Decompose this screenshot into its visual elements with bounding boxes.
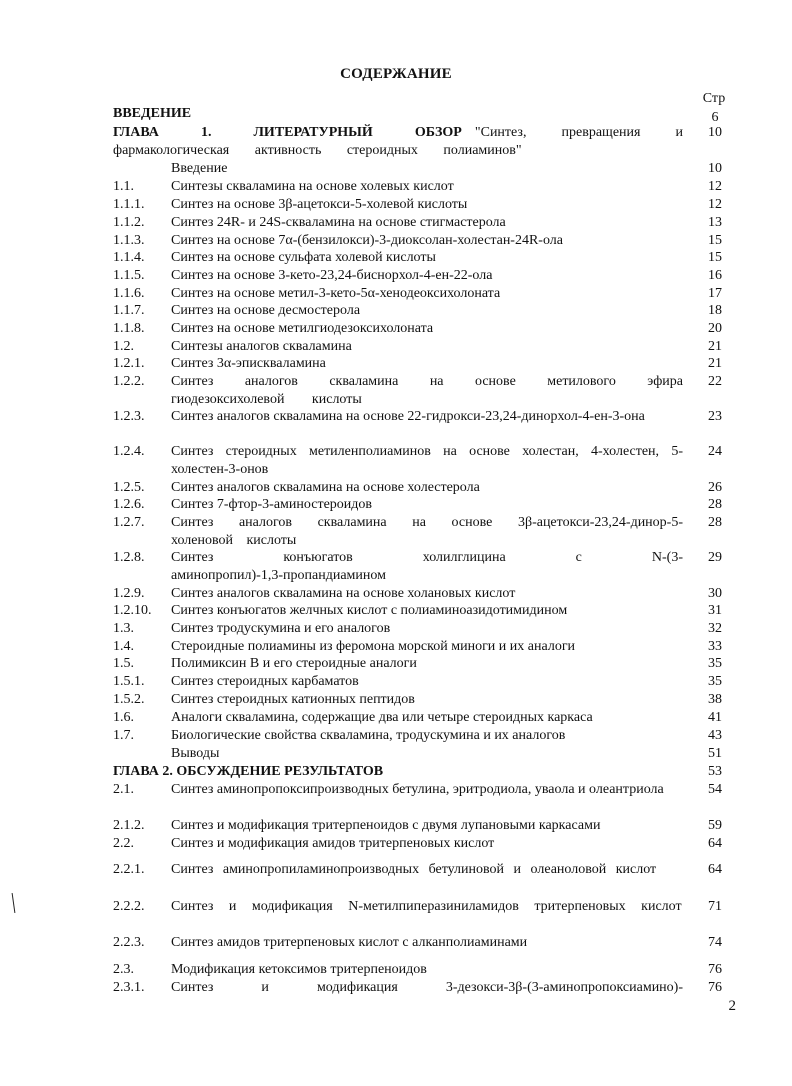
toc-entry-text: Синтез 24R- и 24S-скваламина на основе стигмастерола (171, 215, 506, 230)
toc-entry-page: 12 (708, 197, 722, 212)
page-title: СОДЕРЖАНИЕ (340, 66, 452, 82)
toc-entry-text: Синтез 3α-эпискваламина (171, 356, 326, 371)
toc-entry-number: 1.5.1. (113, 674, 145, 689)
toc-entry-text: Синтез стероидных карбаматов (171, 674, 359, 689)
toc-entry-number: 1.1.1. (113, 197, 145, 212)
toc-entry-text: Синтез на основе десмостерола (171, 303, 361, 318)
toc-entry-number: 1.5. (113, 656, 134, 671)
toc-entry-page: 21 (708, 339, 722, 354)
toc-entry-page: 35 (708, 656, 722, 671)
toc-entry-number: 1.2.1. (113, 356, 145, 371)
toc-entry-text: Полимиксин В и его стероидные аналоги (171, 656, 417, 671)
toc-entry-text (113, 124, 683, 159)
toc-entry-text: Выводы (171, 746, 220, 761)
toc-entry-number: 1.7. (113, 728, 134, 743)
toc-entry-page: 53 (708, 764, 722, 779)
toc-entry-page: 10 (708, 161, 722, 176)
toc-entry-number: 1.2.2. (113, 374, 145, 389)
toc-entry-text: ВВЕДЕНИЕ (113, 106, 192, 121)
toc-entry-number: 1.2.8. (113, 550, 145, 565)
toc-entry-text: Синтез 7-фтор-3-аминостероидов (171, 497, 373, 512)
toc-entry-page: 16 (708, 268, 722, 283)
toc-entry-text: Синтез на основе метилгиодезоксихолоната (171, 321, 434, 336)
toc-entry-page: 17 (708, 286, 722, 301)
toc-entry-text: Синтез тродускумина и его аналогов (171, 621, 391, 636)
toc-entry-number: 1.2.3. (113, 409, 145, 424)
toc-entry-text: Синтез аналогов скваламина на основе холановых кислот (171, 586, 516, 601)
toc-entry-page: 12 (708, 179, 722, 194)
toc-entry-number: 2.2. (113, 836, 134, 851)
toc-entry-page: 13 (708, 215, 722, 230)
toc-entry-number: 1.1.8. (113, 321, 145, 336)
toc-entry-page: 24 (708, 444, 722, 459)
chapter-heading: ГЛАВА 1. ЛИТЕРАТУРНЫЙ ОБЗОР (113, 125, 462, 140)
toc-entry-text: Синтез аналогов скваламина на основе холестерола (171, 480, 480, 495)
toc-entry-page: 15 (708, 233, 722, 248)
toc-entry-text: Синтез и модификация 3-дезокси-3β-(3-аминопропоксиамино)- (171, 980, 683, 995)
toc-entry-page: 76 (708, 980, 722, 995)
toc-entry-text: Синтез амидов тритерпеновых кислот с алканполиаминами (171, 935, 528, 950)
toc-entry-number: 1.1.3. (113, 233, 145, 248)
toc-entry-text: Синтез конъюгатов желчных кислот с полиаминоазидотимидином (171, 603, 568, 618)
toc-entry-number: 1.2.4. (113, 444, 145, 459)
toc-entry-page: 64 (708, 862, 722, 877)
toc-entry-text: Синтез аналогов скваламина на основе 22-гидрокси-23,24-динорхол-4-ен-3-она (171, 409, 645, 424)
toc-entry-number: 1.3. (113, 621, 134, 636)
toc-entry-text: ГЛАВА 2. ОБСУЖДЕНИЕ РЕЗУЛЬТАТОВ (113, 764, 384, 779)
toc-entry-number: 2.2.3. (113, 935, 145, 950)
toc-entry-text: Синтез на основе 3β-ацетокси-5-холевой кислоты (171, 197, 468, 212)
toc-entry-text: Синтез и модификация тритерпеноидов с двумя лупановыми каркасами (171, 818, 601, 833)
toc-entry-text: Биологические свойства скваламина, тродускумина и их аналогов (171, 728, 566, 743)
toc-entry-page: 33 (708, 639, 722, 654)
toc-entry-page: 74 (708, 935, 722, 950)
toc-entry-number: 1.5.2. (113, 692, 145, 707)
toc-entry-number: 1.1.2. (113, 215, 145, 230)
toc-entry-text: Синтез аналогов скваламина на основе метилового эфира гиодезоксихолевой кислоты (171, 374, 683, 407)
toc-entry-text: Синтез на основе сульфата холевой кислоты (171, 250, 436, 265)
toc-entry-number: 2.2.2. (113, 899, 145, 914)
toc-entry-page: 23 (708, 409, 722, 424)
toc-entry-text: Синтез на основе 7α-(бензилокси)-3-диоксолан-холестан-24R-ола (171, 233, 563, 248)
toc-entry-text: Введение (171, 161, 228, 176)
toc-entry-number: 2.3.1. (113, 980, 145, 995)
toc-entry-number: 1.2. (113, 339, 134, 354)
toc-entry-page: 64 (708, 836, 722, 851)
toc-entry-page: 38 (708, 692, 722, 707)
toc-entry-page: 28 (708, 515, 722, 530)
page-column-header: Стр (702, 91, 726, 106)
toc-entry-page: 28 (708, 497, 722, 512)
toc-entry-text: Синтез стероидных метиленполиаминов на основе холестан, 4-холестен, 5-холестен-3-онов (171, 444, 683, 477)
toc-entry-number: 1.2.7. (113, 515, 145, 530)
toc-entry-number: 1.1.4. (113, 250, 145, 265)
toc-entry-page: 6 (711, 110, 719, 125)
toc-entry-number: 1.1.5. (113, 268, 145, 283)
toc-entry-text: Синтез и модификация N-метилпиперазиниламидов тритерпеновых кислот (171, 899, 682, 914)
toc-entry-page: 35 (708, 674, 722, 689)
toc-entry-page: 54 (708, 782, 722, 797)
toc-entry-text: Синтез на основе метил-3-кето-5α-хенодеоксихолоната (171, 286, 501, 301)
toc-entry-text: Синтезы скваламина на основе холевых кислот (171, 179, 454, 194)
toc-entry-text: Синтез конъюгатов холилглицина с N-(3-аминопропил)-1,3-пропандиамином (171, 550, 683, 583)
toc-entry-page: 30 (708, 586, 722, 601)
toc-entry-number: 2.1. (113, 782, 134, 797)
toc-entry-number: 1.1.6. (113, 286, 145, 301)
toc-entry-page: 29 (708, 550, 722, 565)
chapter-subtitle: "Синтез, превращения и фармакологическая активность стероидных полиаминов" (113, 125, 683, 158)
toc-entry-number: 1.4. (113, 639, 134, 654)
toc-entry-number: 1.1.7. (113, 303, 145, 318)
toc-entry-number: 1.1. (113, 179, 134, 194)
toc-entry-text: Синтез аминопропиламинопроизводных бетулиновой и олеаноловой кислот (171, 862, 657, 877)
toc-entry-page: 43 (708, 728, 722, 743)
toc-entry-page: 15 (708, 250, 722, 265)
toc-entry-text: Синтез аналогов скваламина на основе 3β-ацетокси-23,24-динор-5-холеновой кислоты (171, 515, 683, 548)
toc-entry-number: 1.2.5. (113, 480, 145, 495)
toc-entry-text: Синтез на основе 3-кето-23,24-биснорхол-4-ен-22-ола (171, 268, 493, 283)
toc-entry-number: 1.2.9. (113, 586, 145, 601)
toc-entry-page: 31 (708, 603, 722, 618)
toc-entry-page: 32 (708, 621, 722, 636)
toc-entry-page: 59 (708, 818, 722, 833)
toc-entry-page: 21 (708, 356, 722, 371)
toc-entry-text: Модификация кетоксимов тритерпеноидов (171, 962, 427, 977)
toc-entry-number: 1.2.6. (113, 497, 145, 512)
toc-entry-number: 2.2.1. (113, 862, 145, 877)
toc-entry-number: 2.3. (113, 962, 134, 977)
toc-entry-page: 20 (708, 321, 722, 336)
toc-entry-text: Стероидные полиамины из феромона морской миноги и их аналоги (171, 639, 576, 654)
toc-entry-text: Синтез стероидных катионных пептидов (171, 692, 415, 707)
toc-entry-page: 76 (708, 962, 722, 977)
toc-entry-page: 26 (708, 480, 722, 495)
toc-entry-page: 51 (708, 746, 722, 761)
toc-entry-page: 18 (708, 303, 722, 318)
toc-entry-number: 1.2.10. (113, 603, 152, 618)
toc-entry-page: 10 (708, 125, 722, 140)
page-number: 2 (728, 998, 736, 1014)
toc-entry-page: 41 (708, 710, 722, 725)
toc-entry-text: Аналоги скваламина, содержащие два или четыре стероидных каркаса (171, 710, 593, 725)
toc-entry-text: Синтез аминопропоксипроизводных бетулина, эритродиола, уваола и олеантриола (171, 782, 664, 797)
toc-entry-page: 71 (708, 899, 722, 914)
toc-entry-number: 1.6. (113, 710, 134, 725)
toc-entry-text: Синтезы аналогов скваламина (171, 339, 352, 354)
toc-entry-page: 22 (708, 374, 722, 389)
toc-entry-text: Синтез и модификация амидов тритерпеновых кислот (171, 836, 495, 851)
toc-entry-number: 2.1.2. (113, 818, 145, 833)
margin-pencil-mark (12, 893, 16, 913)
